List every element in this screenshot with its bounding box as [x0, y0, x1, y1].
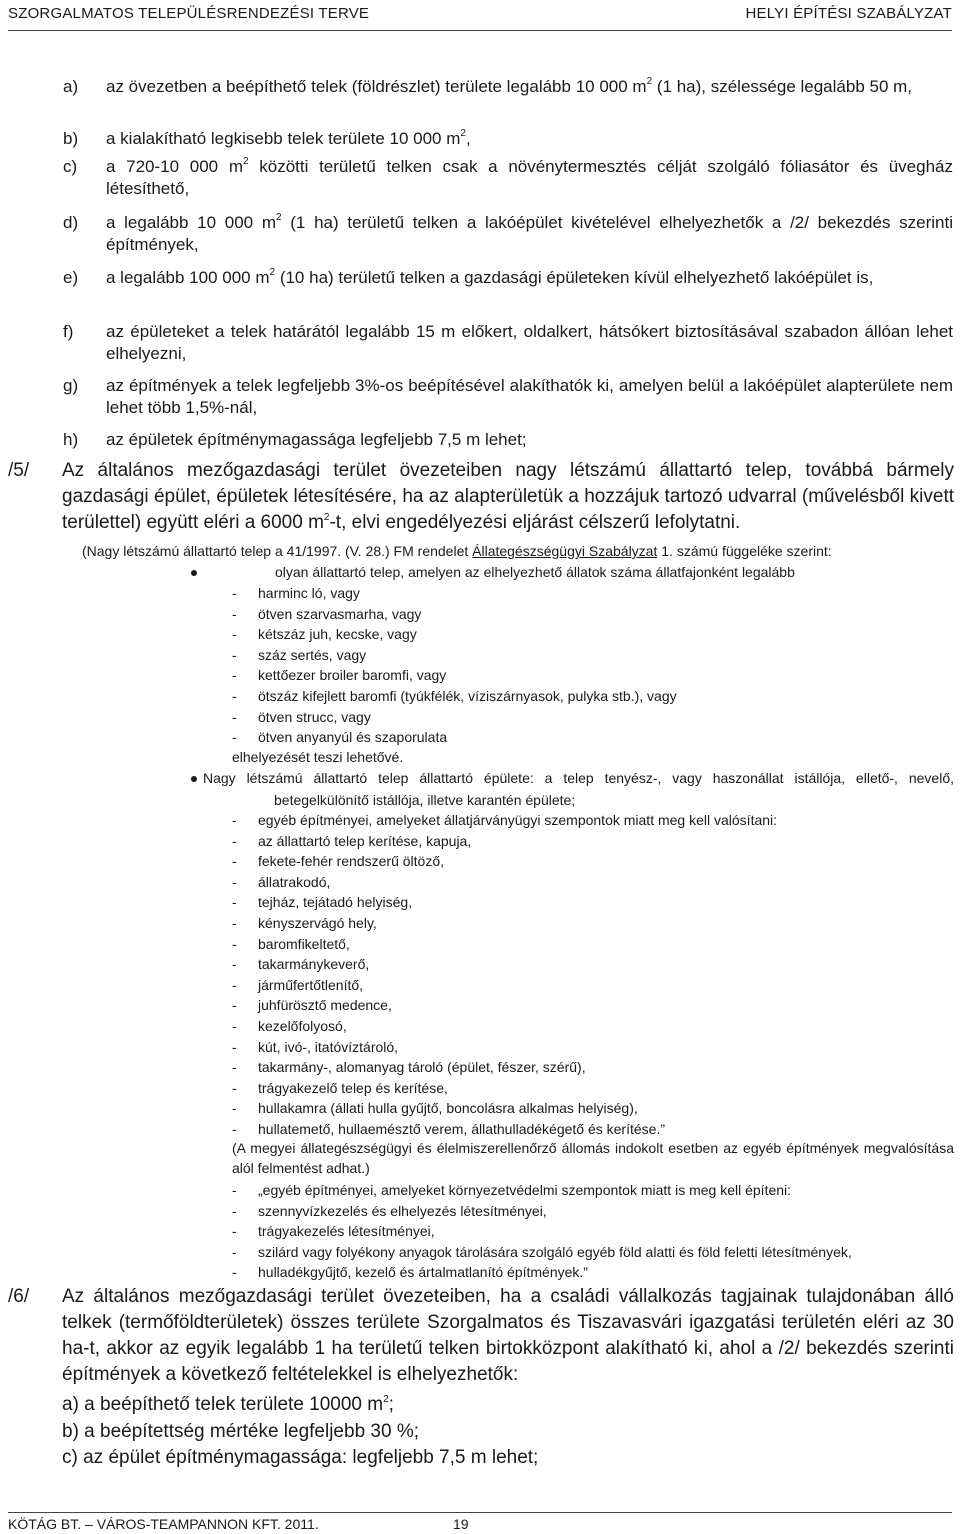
dash-item-text: az állattartó telep kerítése, kapuja, [258, 832, 472, 849]
list-text: az épületek építménymagassága legfeljebb 7,5 m lehet; [106, 430, 527, 449]
dash-item-text: kettőezer broiler baromfi, vagy [258, 667, 447, 684]
list-marker: f) [63, 322, 74, 341]
dash-marker: - [232, 1059, 237, 1076]
dash-marker: - [232, 894, 237, 911]
dash-list-item [232, 686, 677, 707]
dash-list-item [232, 1016, 347, 1037]
dash-item-text: kút, ivó-, itatóvíztároló, [258, 1038, 399, 1055]
dash-item-text: járműfertőtlenítő, [258, 976, 364, 993]
dash-list-item [232, 872, 330, 893]
dash-list-item [232, 624, 417, 645]
dash-item-text: takarmánykeverő, [258, 956, 370, 973]
dash-marker: - [232, 976, 237, 993]
dash-marker: - [232, 1264, 237, 1281]
dash-marker: - [232, 853, 237, 870]
dash-marker: - [232, 585, 237, 601]
bullet2-line2: betegelkülönítő istállója, illetve karantén épülete; [274, 792, 576, 808]
dash-item-text: ötszáz kifejlett baromfi (tyúkfélék, víziszárnyasok, pulyka stb.), vagy [258, 688, 677, 704]
list-marker: d) [63, 213, 79, 232]
dash-marker: - [232, 832, 237, 849]
bullet1-text: olyan állattartó telep, amelyen az elhelyezhető állatok száma állatfajonként legalább [275, 564, 795, 580]
dash-marker: - [232, 1018, 237, 1034]
page-header [8, 0, 952, 31]
dash-list-item [232, 645, 366, 666]
header-title-right: HELYI ÉPÍTÉSI SZABÁLYZAT [745, 5, 952, 22]
page-footer [8, 1512, 952, 1534]
dash-item-text: tejház, tejátadó helyiség, [258, 894, 413, 911]
paragraph-6-item: c) az épület építménymagassága: legfeljebb 7,5 m lehet; [62, 1447, 539, 1468]
paragraph-6-item: b) a beépítettség mértéke legfeljebb 30 %; [62, 1420, 420, 1442]
dash-marker: - [232, 646, 237, 663]
header-title-left: SZORGALMATOS TELEPÜLÉSRENDEZÉSI TERVE [8, 5, 370, 22]
paragraph-marker: /6/ [8, 1286, 30, 1307]
list-text: a legalább 100 000 $m^2$ (10 ha) területű telken a gazdasági épületeken kívül elhelyezhető lakóépület is, [106, 267, 874, 287]
dash-list-item [232, 1180, 791, 1201]
dash-item-text: szennyvízkezelés és elhelyezés létesítményei, [258, 1202, 547, 1219]
dash-item-text: szilárd vagy folyékony anyagok tárolására szolgáló egyéb föld alatti és föld feletti létesítmények, [258, 1243, 852, 1260]
list-item [63, 321, 953, 365]
dash-list-item [232, 995, 392, 1016]
list-marker: g) [63, 376, 79, 395]
dash-list-item [232, 1221, 435, 1242]
note-underlined: Állategészségügyi Szabályzat [472, 543, 658, 559]
dash-item-text: takarmány-, alomanyag tároló (épület, fészer, szérű), [258, 1059, 586, 1076]
list-text: az építmények a telek legfeljebb 3%-os beépítésével alakíthatók ki, amelyen belül a lakóépület alapterülete nem lehet több 1,5%-nál, [106, 376, 953, 417]
dash-list-item [232, 665, 446, 686]
bullet1-closing: elhelyezését teszi lehetővé. [232, 749, 404, 765]
dash-marker: - [232, 667, 237, 684]
dash-marker: - [232, 1079, 237, 1096]
list-marker: e) [63, 268, 79, 287]
list-text: az épületeket a telek határától legalább 15 m előkert, oldalkert, hátsókert biztosításával szabadon állóan lehet elhelyezni, [106, 322, 953, 363]
dash-marker: - [232, 935, 237, 952]
dash-marker: - [232, 997, 237, 1014]
paragraph-marker: /5/ [8, 460, 30, 481]
dash-marker: - [232, 605, 237, 622]
dash-marker: - [232, 729, 237, 746]
dash-list-item [232, 831, 471, 852]
note-prefix: (Nagy létszámú állattartó telep a 41/1997. (V. 28.) FM rendelet [82, 543, 473, 559]
dash-item-text: kényszervágó hely, [258, 915, 377, 931]
dash-item-text: kezelőfolyosó, [258, 1018, 347, 1034]
dash-marker: - [232, 688, 237, 704]
dash-marker: - [232, 956, 237, 973]
dash-list-item [232, 1037, 398, 1058]
paragraph-text: Az általános mezőgazdasági terület övezeteiben nagy létszámú állattartó telep, továbbá bármely gazdasági épület, épületek létesítésére, ha az alapterületük a hozzájuk tartozó udvarral (művelésből kivett területtel) együtt eléri a 6000 $m^2-t$, elvi engedélyezési eljárást célszerű lefolytatni. [62, 460, 954, 533]
dash-item-text: juhfürösztő medence, [258, 997, 392, 1014]
dash-list-item [232, 583, 360, 604]
dash-item-text: állatrakodó, [258, 873, 331, 890]
dash-list-item [232, 810, 777, 831]
footer-left: KÖTÁG BT. – VÁROS-TEAMPANNON KFT. 2011. [8, 1516, 319, 1532]
list-item [63, 212, 953, 256]
list-item [63, 76, 953, 98]
dash-item-text: baromfikeltető, [258, 935, 350, 952]
list-marker: c) [63, 157, 78, 176]
dash-item-text: egyéb építményei, amelyeket állatjárványügyi szempontok miatt meg kell valósítani: [258, 812, 778, 828]
bullet2-line1: Nagy létszámú állattartó telep állattartó épülete: a telep tenyész-, vagy haszonállat istállója, ellető-, nevelő, [203, 770, 954, 786]
dash-list-item [232, 604, 421, 625]
bullet-dot-icon [191, 768, 197, 788]
dash-list-item [232, 1242, 852, 1263]
dash-list-item [232, 1201, 547, 1222]
dash-list-item [232, 727, 447, 748]
paragraph-6-item: a) a beépíthető telek területe 10000 $m^2$; [62, 1393, 394, 1415]
dash-marker: - [232, 915, 237, 931]
list-item [63, 429, 953, 451]
dash-item-text: trágyakezelő telep és kerítése, [258, 1079, 448, 1096]
dash-list-item [232, 934, 350, 955]
paragraph-text: Az általános mezőgazdasági terület övezeteiben, ha a családi vállalkozás tagjainak tulajdonában álló telkek (termőföldterületek) összes területe Szorgalmatos és Tiszavasvári igazgatási területén eléri az 30 ha-t, akkor az egyik legalább 1 ha területű telken birtokközpont alakítható ki, ahol a /2/ bekezdés szerinti építmények a következő feltételekkel is elhelyezhetők: [62, 1286, 954, 1385]
list-text: a 720-10 000 $m^2$ közötti területű telken csak a növénytermesztés célját szolgáló fóliasátor és üvegház létesíthető, [106, 156, 953, 198]
bullet-dot-icon [191, 562, 197, 582]
dash-marker: - [232, 812, 237, 828]
dash-item-text: hulladékgyűjtő, kezelő és ártalmatlanító építmények.” [258, 1264, 588, 1281]
dash-item-text: ötven anyanyúl és szaporulata [258, 729, 448, 746]
dash-list-item [232, 975, 363, 996]
list-marker: b) [63, 129, 79, 148]
dash-item-text: trágyakezelés létesítményei, [258, 1223, 435, 1240]
dash-list-item [232, 954, 369, 975]
dash-marker: - [232, 626, 237, 643]
dash-list-item [232, 1262, 588, 1283]
dash-item-text: „egyéb építményei, amelyeket környezetvédelmi szempontok miatt is meg kell építeni: [258, 1182, 792, 1198]
dash-item-text: hullatemető, hullaemésztő verem, állathulladékégető és kerítése.” [258, 1121, 665, 1137]
dash-marker: - [232, 1121, 237, 1137]
list-text: a legalább 10 000 $m^2$ (1 ha) területű telken a lakóépület kivételével elhelyezhetők a /2/ bekezdés szerinti építmények, [106, 212, 953, 254]
list-marker: h) [63, 430, 79, 449]
list-text: az övezetben a beépíthető telek (földrészlet) területe legalább 10 000 $m^2$ (1 ha), szélessége legalább 50 m, [106, 76, 913, 96]
list-marker: a) [63, 77, 79, 96]
dash-marker: - [232, 1182, 237, 1198]
dash-marker: - [232, 1038, 237, 1055]
list-item [63, 128, 953, 150]
list-item [63, 375, 953, 419]
dash-item-text: fekete-fehér rendszerű öltöző, [258, 853, 444, 870]
dash-item-text: harminc ló, vagy [258, 585, 360, 601]
list-text: a kialakítható legkisebb telek területe 10 000 $m^2$, [106, 128, 471, 148]
note-suffix: 1. számú függeléke szerint: [657, 543, 832, 559]
list-item [63, 267, 953, 289]
dash-marker: - [232, 1223, 237, 1240]
dash-list-item [232, 1057, 586, 1078]
dash-marker: - [232, 873, 237, 890]
dash-list-item [232, 1119, 665, 1140]
dash-marker: - [232, 1243, 237, 1260]
dash-list-item [232, 851, 444, 872]
dash-item-text: ötven strucc, vagy [258, 708, 371, 725]
dash-marker: - [232, 1202, 237, 1219]
bullet2-paren-note: (A megyei állategészségügyi és élelmiszerellenőrző állomás indokolt esetben az egyéb építmények megvalósítása alól felmentést adhat.) [232, 1140, 954, 1176]
dash-item-text: kétszáz juh, kecske, vagy [258, 626, 417, 643]
dash-list-item [232, 913, 377, 934]
dash-item-text: száz sertés, vagy [258, 646, 367, 663]
list-item [63, 156, 953, 200]
dash-list-item [232, 1098, 638, 1119]
dash-list-item [232, 1078, 448, 1099]
dash-item-text: ötven szarvasmarha, vagy [258, 605, 422, 622]
legal-note [82, 541, 832, 561]
paragraph-6 [8, 1284, 954, 1388]
dash-item-text: hullakamra (állati hulla gyűjtő, boncolásra alkalmas helyiség), [258, 1100, 638, 1117]
paragraph-5 [8, 458, 954, 536]
dash-list-item [232, 892, 412, 913]
dash-list-item [232, 707, 371, 728]
dash-marker: - [232, 708, 237, 725]
dash-marker: - [232, 1100, 237, 1117]
page-number: 19 [453, 1516, 469, 1532]
